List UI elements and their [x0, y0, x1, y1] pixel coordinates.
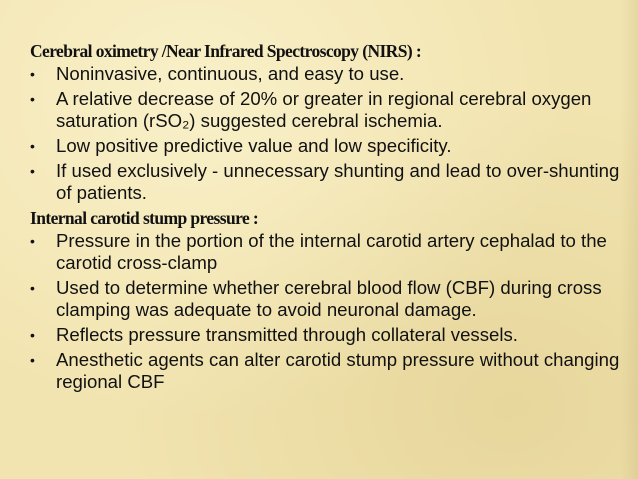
bullet-icon: • — [30, 327, 35, 343]
bullet-icon: • — [30, 233, 35, 249]
bullet-text: Used to determine whether cerebral blood flow (CBF) during cross clamping was adequate to avoid neuronal damage. — [56, 277, 602, 320]
bullet-item — [30, 277, 638, 321]
bullet-icon: • — [30, 138, 35, 154]
section-heading-stump-pressure: Internal carotid stump pressure : — [30, 208, 259, 228]
bullet-text: Reflects pressure transmitted through collateral vessels. — [56, 324, 518, 345]
bullet-icon: • — [30, 66, 35, 82]
bullet-icon: • — [30, 352, 35, 368]
bullet-item — [30, 230, 638, 274]
bullet-item — [30, 160, 638, 204]
bullet-text: Anesthetic agents can alter carotid stump pressure without changing regional CBF — [56, 349, 620, 392]
bullet-text: A relative decrease of 20% or greater in regional cerebral oxygen saturation (rSO₂) suggested cerebral ischemia. — [56, 88, 592, 131]
bullet-text: Low positive predictive value and low specificity. — [56, 135, 452, 156]
bullet-item — [30, 135, 638, 157]
bullet-item — [30, 88, 638, 132]
bullet-text: Pressure in the portion of the internal carotid artery cephalad to the carotid cross-clamp — [56, 230, 607, 273]
bullet-text: If used exclusively - unnecessary shunting and lead to over-shunting of patients. — [56, 160, 620, 203]
slide-edge-shade — [620, 0, 638, 479]
section-heading-nirs: Cerebral oximetry /Near Infrared Spectroscopy (NIRS) : — [30, 41, 422, 61]
bullet-item — [30, 324, 638, 346]
bullet-text: Noninvasive, continuous, and easy to use. — [56, 63, 405, 84]
bullet-icon: • — [30, 163, 35, 179]
bullet-item — [30, 63, 638, 85]
bullet-icon: • — [30, 91, 35, 107]
bullet-icon: • — [30, 280, 35, 296]
bullet-list-stump-pressure — [30, 230, 638, 393]
bullet-item — [30, 349, 638, 393]
bullet-list-nirs — [30, 63, 638, 204]
